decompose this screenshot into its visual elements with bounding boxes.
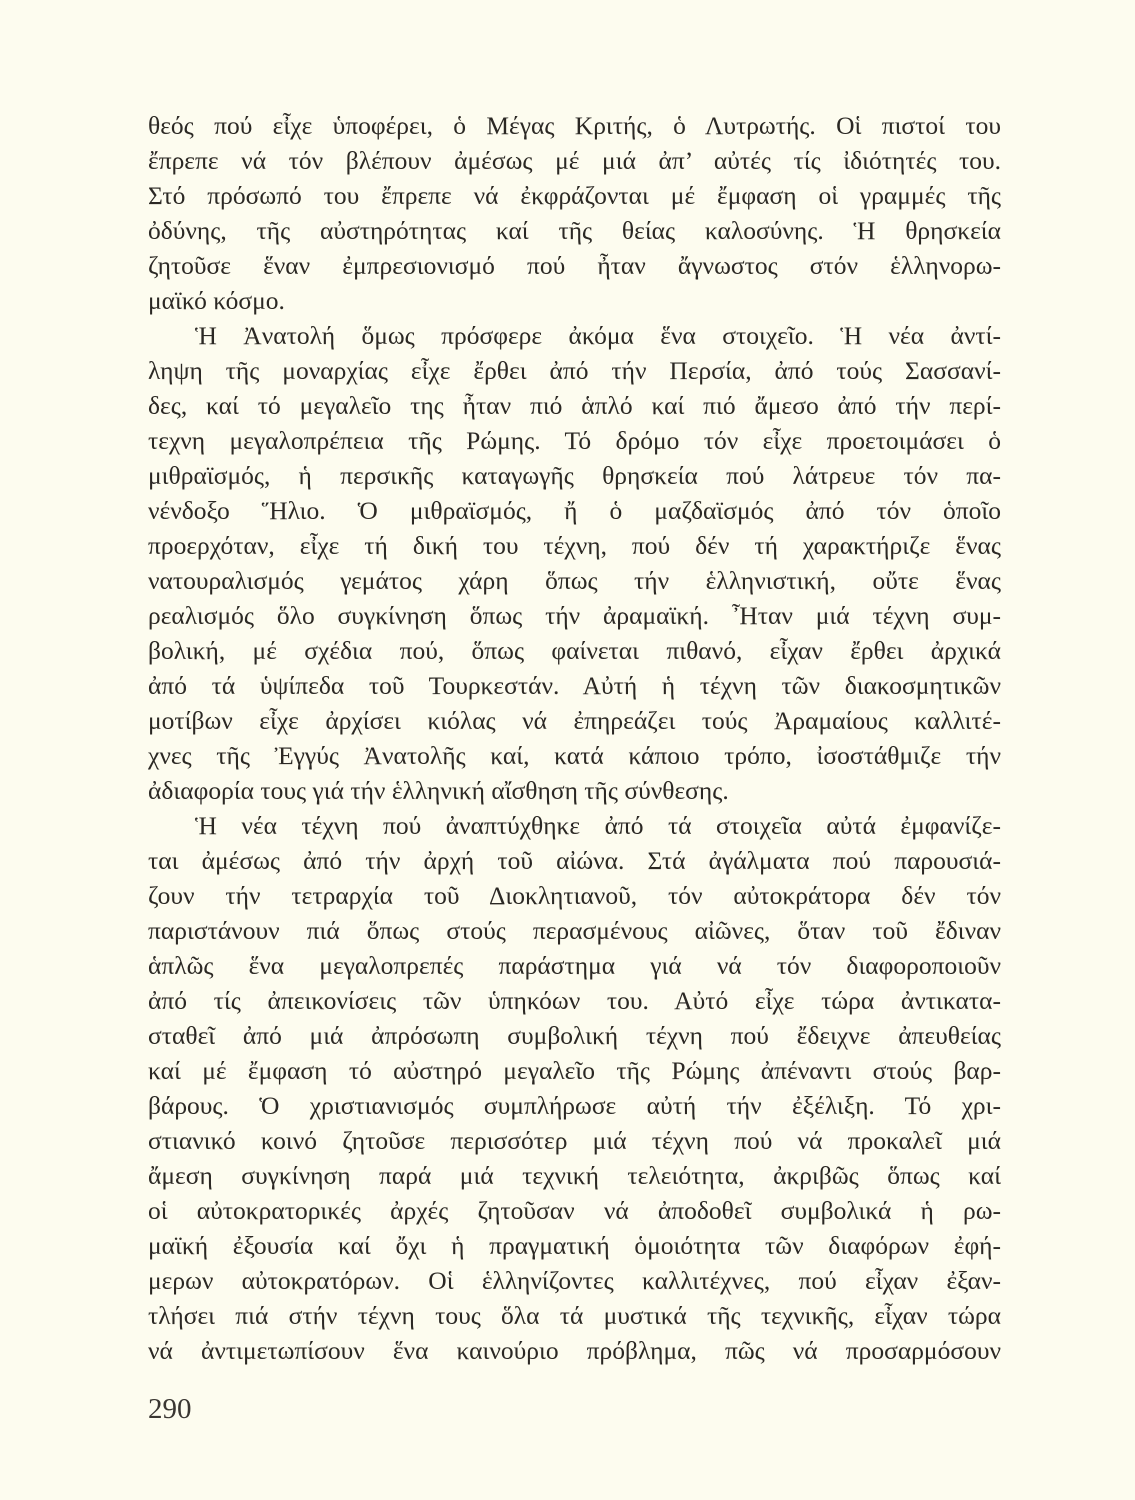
text-line: δες, καί τό μεγαλεῖο της ἦταν πιό ἁπλό καί πιό ἄμεσο ἀπό τήν περί- [148,391,1001,420]
text-line: ζουν τήν τετραρχία τοῦ Διοκλητιανοῦ, τόν αὐτοκράτορα δέν τόν [148,881,1001,910]
text-line: ἁπλῶς ἕνα μεγαλοπρεπές παράστημα γιά νά τόν διαφοροποιοῦν [148,951,1001,980]
text-line: ἔπρεπε νά τόν βλέπουν ἀμέσως μέ μιά ἀπ’ αὐτές τίς ἰδιότητές του. [148,146,1001,175]
text-line: τλήσει πιά στήν τέχνη τους ὅλα τά μυστικά τῆς τεχνικῆς, εἶχαν τώρα [148,1301,1001,1330]
text-line: νατουραλισμός γεμάτος χάρη ὅπως τήν ἑλληνιστική, οὔτε ἕνας [148,566,1001,595]
text-line: τεχνη μεγαλοπρέπεια τῆς Ρώμης. Τό δρόμο τόν εἶχε προετοιμάσει ὁ [148,426,1001,455]
text-line: ἄμεση συγκίνηση παρά μιά τεχνική τελειότητα, ἀκριβῶς ὅπως καί [148,1161,1001,1190]
text-line: ὀδύνης, τῆς αὐστηρότητας καί τῆς θείας καλοσύνης. Ἡ θρησκεία [148,216,1001,245]
text-line: ἀπό τά ὑψίπεδα τοῦ Τουρκεστάν. Αὐτή ἡ τέχνη τῶν διακοσμητικῶν [148,671,1001,700]
text-line: μαϊκό κόσμο. [148,286,285,315]
page-number: 290 [148,1393,192,1425]
paragraph [148,108,1001,318]
text-line: παριστάνουν πιά ὅπως στούς περασμένους αἰῶνες, ὅταν τοῦ ἔδιναν [148,916,1001,945]
text-line: Στό πρόσωπό του ἔπρεπε νά ἐκφράζονται μέ ἔμφαση οἱ γραμμές τῆς [148,181,1001,210]
text-line: θεός πού εἶχε ὑποφέρει, ὁ Μέγας Κριτής, ὁ Λυτρωτής. Οἱ πιστοί του [148,111,1001,140]
text-line: νά ἀντιμετωπίσουν ἕνα καινούριο πρόβλημα, πῶς νά προσαρμόσουν [148,1336,1001,1365]
text-line: βολική, μέ σχέδια πού, ὅπως φαίνεται πιθανό, εἶχαν ἔρθει ἀρχικά [148,636,1001,665]
text-line: μοτίβων εἶχε ἀρχίσει κιόλας νά ἐπηρεάζει τούς Ἀραμαίους καλλιτέ- [148,706,1001,735]
text-line: σταθεῖ ἀπό μιά ἀπρόσωπη συμβολική τέχνη πού ἔδειχνε ἀπευθείας [148,1021,1001,1050]
paragraph [148,808,1001,1368]
text-line: ρεαλισμός ὅλο συγκίνηση ὅπως τήν ἀραμαϊκή. Ἦταν μιά τέχνη συμ- [148,601,1001,630]
text-line: νένδοξο Ἥλιο. Ὁ μιθραϊσμός, ἤ ὁ μαζδαϊσμός ἀπό τόν ὁποῖο [148,496,1001,525]
text-line: ληψη τῆς μοναρχίας εἶχε ἔρθει ἀπό τήν Περσία, ἀπό τούς Σασσανί- [148,356,1001,385]
text-line: στιανικό κοινό ζητοῦσε περισσότερ μιά τέχνη πού νά προκαλεῖ μιά [148,1126,1001,1155]
text-line: μιθραϊσμός, ἡ περσικῆς καταγωγῆς θρησκεία πού λάτρευε τόν πα- [148,461,1001,490]
text-line: Ἡ νέα τέχνη πού ἀναπτύχθηκε ἀπό τά στοιχεῖα αὐτά ἐμφανίζε- [195,811,1001,840]
text-line: οἱ αὐτοκρατορικές ἀρχές ζητοῦσαν νά ἀποδοθεῖ συμβολικά ἡ ρω- [148,1196,1001,1225]
text-line: ται ἀμέσως ἀπό τήν ἀρχή τοῦ αἰώνα. Στά ἀγάλματα πού παρουσιά- [148,846,1001,875]
text-line: βάρους. Ὁ χριστιανισμός συμπλήρωσε αὐτή τήν ἐξέλιξη. Τό χρι- [148,1091,1001,1120]
text-line: ἀπό τίς ἀπεικονίσεις τῶν ὑπηκόων του. Αὐτό εἶχε τώρα ἀντικατα- [148,986,1001,1015]
text-line: μαϊκή ἐξουσία καί ὄχι ἡ πραγματική ὁμοιότητα τῶν διαφόρων ἐφή- [148,1231,1001,1260]
text-line: προερχόταν, εἶχε τή δική του τέχνη, πού δέν τή χαρακτήριζε ἕνας [148,531,1001,560]
text-line: ἀδιαφορία τους γιά τήν ἑλληνική αἴσθηση τῆς σύνθεσης. [148,776,729,805]
text-line: Ἡ Ἀνατολή ὅμως πρόσφερε ἀκόμα ἕνα στοιχεῖο. Ἡ νέα ἀντί- [195,321,1001,350]
body-text [148,108,1001,1368]
text-line: ζητοῦσε ἕναν ἐμπρεσιονισμό πού ἦταν ἄγνωστος στόν ἑλληνορω- [148,251,1001,280]
text-line: χνες τῆς Ἐγγύς Ἀνατολῆς καί, κατά κάποιο τρόπο, ἰσοστάθμιζε τήν [148,741,1001,770]
text-line: μερων αὐτοκρατόρων. Οἱ ἑλληνίζοντες καλλιτέχνες, πού εἶχαν ἐξαν- [148,1266,1001,1295]
text-line: καί μέ ἔμφαση τό αὐστηρό μεγαλεῖο τῆς Ρώμης ἀπέναντι στούς βαρ- [148,1056,1001,1085]
paragraph [148,318,1001,808]
